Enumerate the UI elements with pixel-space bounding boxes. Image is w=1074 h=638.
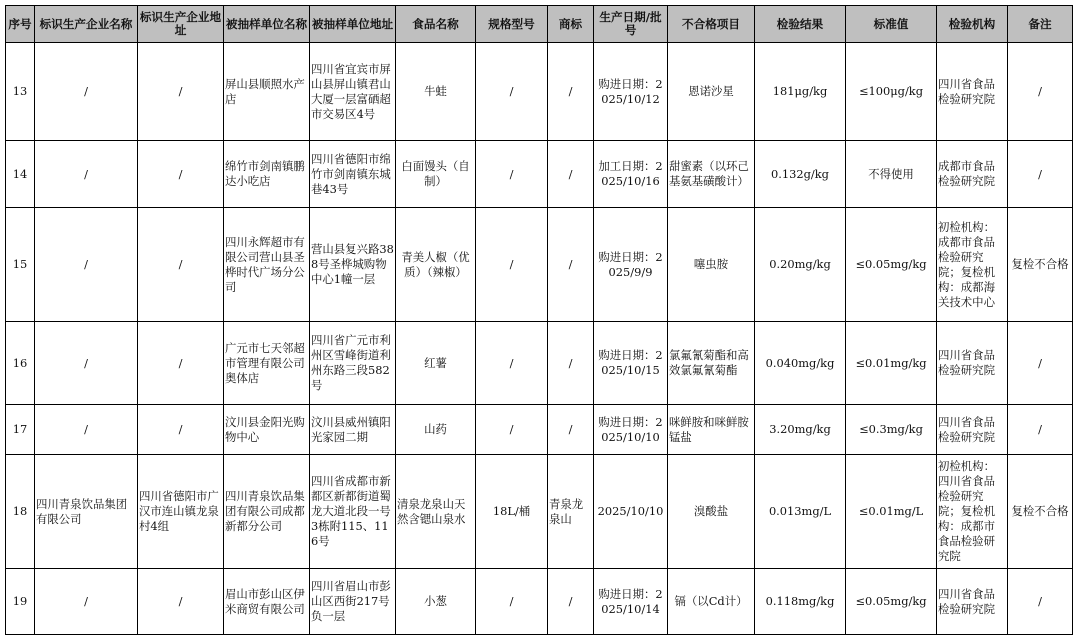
table-row xyxy=(6,405,1073,455)
cell-failed-item: 咪鲜胺和咪鲜胺锰盐 xyxy=(668,405,755,455)
table-row xyxy=(6,455,1073,569)
cell-test-result: 181μg/kg xyxy=(755,43,846,141)
cell-manufacturer-address: / xyxy=(138,569,224,635)
cell-testing-agency: 四川省食品检验研究院 xyxy=(937,405,1008,455)
cell-manufacturer-name: / xyxy=(35,43,138,141)
cell-production-date: 加工日期：2025/10/16 xyxy=(594,141,668,208)
cell-remark: / xyxy=(1008,141,1073,208)
cell-sampled-unit-address: 四川省广元市利州区雪峰街道利州东路三段582号 xyxy=(310,322,396,405)
cell-spec: / xyxy=(476,208,548,322)
cell-brand: 青泉龙泉山 xyxy=(548,455,594,569)
header-production-date: 生产日期/批号 xyxy=(594,6,668,43)
header-manufacturer-name: 标识生产企业名称 xyxy=(35,6,138,43)
cell-sampled-unit-name: 四川青泉饮品集团有限公司成都新都分公司 xyxy=(224,455,310,569)
header-failed-item: 不合格项目 xyxy=(668,6,755,43)
cell-food-name: 红薯 xyxy=(396,322,476,405)
cell-production-date: 购进日期：2025/10/10 xyxy=(594,405,668,455)
cell-testing-agency: 成都市食品检验研究院 xyxy=(937,141,1008,208)
header-testing-agency: 检验机构 xyxy=(937,6,1008,43)
cell-seq: 16 xyxy=(6,322,35,405)
header-spec: 规格型号 xyxy=(476,6,548,43)
cell-remark: / xyxy=(1008,405,1073,455)
cell-manufacturer-address: / xyxy=(138,208,224,322)
header-manufacturer-address: 标识生产企业地址 xyxy=(138,6,224,43)
table-header-row xyxy=(6,6,1073,43)
cell-brand: / xyxy=(548,208,594,322)
cell-testing-agency: 初检机构：四川省食品检验研究院；复检机构：成都市食品检验研究院 xyxy=(937,455,1008,569)
cell-remark: / xyxy=(1008,569,1073,635)
cell-spec: / xyxy=(476,569,548,635)
cell-sampled-unit-address: 四川省眉山市彭山区西街217号负一层 xyxy=(310,569,396,635)
cell-test-result: 0.118mg/kg xyxy=(755,569,846,635)
cell-manufacturer-address: / xyxy=(138,43,224,141)
cell-failed-item: 恩诺沙星 xyxy=(668,43,755,141)
cell-remark: / xyxy=(1008,322,1073,405)
cell-spec: 18L/桶 xyxy=(476,455,548,569)
cell-production-date: 购进日期：2025/10/14 xyxy=(594,569,668,635)
cell-standard-value: 不得使用 xyxy=(846,141,937,208)
cell-manufacturer-address: / xyxy=(138,405,224,455)
cell-standard-value: ≤0.01mg/kg xyxy=(846,322,937,405)
cell-food-name: 山药 xyxy=(396,405,476,455)
cell-failed-item: 噻虫胺 xyxy=(668,208,755,322)
header-brand: 商标 xyxy=(548,6,594,43)
cell-food-name: 白面馒头（自制） xyxy=(396,141,476,208)
cell-brand: / xyxy=(548,405,594,455)
cell-food-name: 牛蛙 xyxy=(396,43,476,141)
cell-sampled-unit-address: 四川省德阳市绵竹市剑南镇东城巷43号 xyxy=(310,141,396,208)
cell-manufacturer-name: / xyxy=(35,208,138,322)
cell-sampled-unit-name: 绵竹市剑南镇鹏达小吃店 xyxy=(224,141,310,208)
cell-sampled-unit-address: 汶川县威州镇阳光家园二期 xyxy=(310,405,396,455)
cell-food-name: 青美人椒（优质）（辣椒） xyxy=(396,208,476,322)
table-row xyxy=(6,208,1073,322)
cell-failed-item: 镉（以Cd计） xyxy=(668,569,755,635)
cell-sampled-unit-name: 眉山市彭山区伊米商贸有限公司 xyxy=(224,569,310,635)
cell-spec: / xyxy=(476,43,548,141)
cell-remark: 复检不合格 xyxy=(1008,208,1073,322)
header-standard-value: 标准值 xyxy=(846,6,937,43)
cell-testing-agency: 四川省食品检验研究院 xyxy=(937,43,1008,141)
cell-standard-value: ≤0.3mg/kg xyxy=(846,405,937,455)
cell-sampled-unit-name: 四川永辉超市有限公司营山县圣桦时代广场分公司 xyxy=(224,208,310,322)
cell-seq: 19 xyxy=(6,569,35,635)
cell-testing-agency: 四川省食品检验研究院 xyxy=(937,569,1008,635)
cell-manufacturer-address: / xyxy=(138,322,224,405)
cell-production-date: 购进日期：2025/9/9 xyxy=(594,208,668,322)
cell-standard-value: ≤0.05mg/kg xyxy=(846,208,937,322)
cell-spec: / xyxy=(476,141,548,208)
cell-test-result: 3.20mg/kg xyxy=(755,405,846,455)
cell-sampled-unit-address: 四川省成都市新都区新都街道蜀龙大道北段一号3栋附115、116号 xyxy=(310,455,396,569)
cell-sampled-unit-address: 营山县复兴路388号圣桦城购物中心1幢一层 xyxy=(310,208,396,322)
header-food-name: 食品名称 xyxy=(396,6,476,43)
cell-sampled-unit-name: 广元市七天邻超市管理有限公司奥体店 xyxy=(224,322,310,405)
cell-failed-item: 氯氟氰菊酯和高效氯氟氰菊酯 xyxy=(668,322,755,405)
cell-production-date: 购进日期：2025/10/12 xyxy=(594,43,668,141)
cell-brand: / xyxy=(548,141,594,208)
cell-remark: 复检不合格 xyxy=(1008,455,1073,569)
cell-manufacturer-name: / xyxy=(35,569,138,635)
cell-test-result: 0.132g/kg xyxy=(755,141,846,208)
cell-brand: / xyxy=(548,322,594,405)
header-seq: 序号 xyxy=(6,6,35,43)
cell-test-result: 0.20mg/kg xyxy=(755,208,846,322)
cell-seq: 13 xyxy=(6,43,35,141)
cell-failed-item: 甜蜜素（以环己基氨基磺酸计） xyxy=(668,141,755,208)
cell-seq: 17 xyxy=(6,405,35,455)
cell-testing-agency: 四川省食品检验研究院 xyxy=(937,322,1008,405)
cell-production-date: 购进日期：2025/10/15 xyxy=(594,322,668,405)
cell-manufacturer-name: 四川青泉饮品集团有限公司 xyxy=(35,455,138,569)
header-sampled-unit-name: 被抽样单位名称 xyxy=(224,6,310,43)
header-test-result: 检验结果 xyxy=(755,6,846,43)
cell-food-name: 清泉龙泉山天然含锶山泉水 xyxy=(396,455,476,569)
cell-standard-value: ≤0.05mg/kg xyxy=(846,569,937,635)
cell-standard-value: ≤0.01mg/L xyxy=(846,455,937,569)
cell-sampled-unit-name: 汶川县金阳光购物中心 xyxy=(224,405,310,455)
cell-sampled-unit-name: 屏山县顺照水产店 xyxy=(224,43,310,141)
cell-sampled-unit-address: 四川省宜宾市屏山县屏山镇君山大厦一层富硒超市交易区4号 xyxy=(310,43,396,141)
unqualified-food-table xyxy=(5,5,1073,635)
cell-seq: 15 xyxy=(6,208,35,322)
cell-manufacturer-address: 四川省德阳市广汉市连山镇龙泉村4组 xyxy=(138,455,224,569)
cell-remark: / xyxy=(1008,43,1073,141)
cell-test-result: 0.040mg/kg xyxy=(755,322,846,405)
cell-brand: / xyxy=(548,569,594,635)
cell-spec: / xyxy=(476,322,548,405)
cell-manufacturer-address: / xyxy=(138,141,224,208)
cell-spec: / xyxy=(476,405,548,455)
cell-brand: / xyxy=(548,43,594,141)
cell-testing-agency: 初检机构：成都市食品检验研究院；复检机构：成都海关技术中心 xyxy=(937,208,1008,322)
header-sampled-unit-address: 被抽样单位地址 xyxy=(310,6,396,43)
cell-manufacturer-name: / xyxy=(35,405,138,455)
cell-manufacturer-name: / xyxy=(35,322,138,405)
cell-seq: 18 xyxy=(6,455,35,569)
cell-manufacturer-name: / xyxy=(35,141,138,208)
cell-test-result: 0.013mg/L xyxy=(755,455,846,569)
cell-food-name: 小葱 xyxy=(396,569,476,635)
table-row xyxy=(6,141,1073,208)
cell-seq: 14 xyxy=(6,141,35,208)
table-row xyxy=(6,322,1073,405)
table-row xyxy=(6,43,1073,141)
cell-failed-item: 溴酸盐 xyxy=(668,455,755,569)
cell-production-date: 2025/10/10 xyxy=(594,455,668,569)
table-row xyxy=(6,569,1073,635)
cell-standard-value: ≤100μg/kg xyxy=(846,43,937,141)
header-remark: 备注 xyxy=(1008,6,1073,43)
